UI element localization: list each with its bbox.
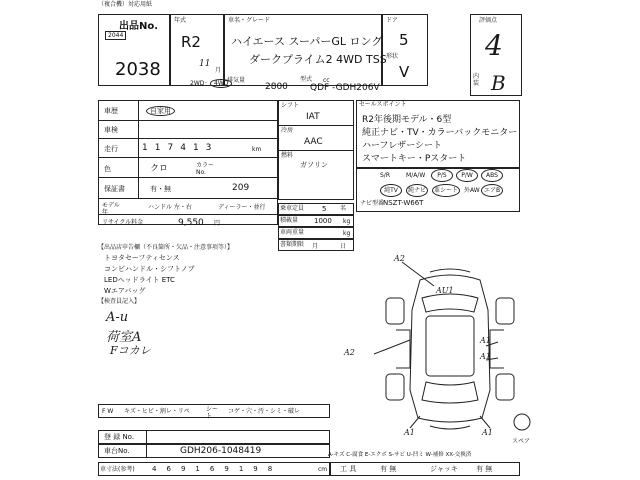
grade-label: 評価点 xyxy=(479,17,498,24)
displacement: 2800 xyxy=(265,82,288,92)
color-no-value: 209 xyxy=(232,183,250,193)
lot-box xyxy=(98,14,170,86)
size-label: 車寸法(参考) xyxy=(100,466,135,473)
chassis-label: 車台No. xyxy=(104,447,130,455)
selling-point-4: スマートキー・Pスタート xyxy=(362,154,467,164)
damage-legend: A-キズ C-腐食 E-エクボ S-サビ U-凹ミ W-補修 XX-交換済 xyxy=(328,452,472,458)
mark-a1-bottom-left: A1 xyxy=(404,428,415,437)
history-label: 車歴 xyxy=(104,107,118,115)
inspector-header: 【検査員記入】 xyxy=(98,298,141,305)
reg-unit: 月 xyxy=(312,243,319,250)
interior-label: 内装 xyxy=(473,73,480,87)
reg-label: 書類期限 xyxy=(280,241,305,248)
fuel-value: ガソリン xyxy=(300,161,328,169)
mark-a2-top: A2 xyxy=(394,254,405,263)
inspection-label: 車検 xyxy=(104,126,118,134)
inspector-note-2: 荷室A xyxy=(106,330,142,345)
mark-a2-left: A2 xyxy=(344,348,355,357)
recycle-value: 9,550 xyxy=(178,218,204,228)
inspector-note-3: Fコカレ xyxy=(110,344,151,357)
history-value: 自家用 xyxy=(146,106,175,116)
shift-label: シフト xyxy=(281,102,300,109)
weight-unit: kg xyxy=(343,230,351,237)
equip-ps: P/S xyxy=(431,169,453,182)
grade-value: 4 xyxy=(485,29,503,62)
weight-label: 車両重量 xyxy=(280,229,305,236)
load-unit: kg xyxy=(343,218,351,225)
car-name-line1: ハイエース スーパーGL ロング xyxy=(231,35,383,48)
inspector-note-1: A-u xyxy=(106,310,129,325)
mark-a1-right-2: A1 xyxy=(480,352,491,361)
displacement-label: 排気量 xyxy=(227,77,246,84)
equip-tv: 純TV xyxy=(380,184,402,197)
equip-airbag: エアB xyxy=(481,184,503,197)
doors-label: ドア xyxy=(386,17,398,24)
seat-text: コゲ・穴・汚・シミ・破レ xyxy=(228,408,301,415)
car-name-label: 車名・グレード xyxy=(228,17,271,24)
year-month-unit: 月 xyxy=(215,67,222,74)
spare-label: スペア xyxy=(512,438,531,445)
steering-label: ハンドル 左・右 xyxy=(148,204,192,211)
drive-2wd: 2WD xyxy=(190,80,205,87)
dealer-label: ディーラー・並行 xyxy=(218,204,266,211)
capacity-label: 乗車定員 xyxy=(280,205,305,212)
load-value: 1000 xyxy=(314,217,332,225)
equip-leather: 革シート xyxy=(432,184,460,197)
car-diagram xyxy=(350,250,550,440)
navi-value: NSZT-W66T xyxy=(383,199,424,207)
registration-label: 登 録 No. xyxy=(104,433,135,441)
note-4: Wエアバッグ xyxy=(104,287,146,295)
note-1: トヨタセーフティセンス xyxy=(104,254,180,262)
doors-box xyxy=(382,14,428,86)
reg-day: 日 xyxy=(340,243,347,250)
notes-header: 【出品店申告欄（不良箇所・欠品・注意事項等）】 xyxy=(98,244,234,251)
equip-abs: ABS xyxy=(481,169,503,182)
equip-navi: 純ナビ xyxy=(406,184,428,197)
equip-sr: S/R xyxy=(380,172,390,179)
selling-point-2: 純正ナビ・TV・カラーバックモニター xyxy=(362,128,518,138)
warranty-value: 有・無 xyxy=(150,185,171,193)
tools-value: 有 無 xyxy=(380,465,397,473)
equip-pw: P/W xyxy=(456,169,478,182)
size-unit: cm xyxy=(318,466,328,473)
lot-sub: 2044 xyxy=(105,31,126,40)
fuel-label: 燃料 xyxy=(281,152,294,159)
note-2: コンビハンドル・シフトノブ xyxy=(104,265,195,273)
drive-4wd: 4WD xyxy=(210,79,232,88)
model-code: QDF -GDH206V xyxy=(310,83,380,93)
note-3: LEDヘッドライト ETC xyxy=(104,276,175,284)
size-digits: 469169198 xyxy=(152,465,283,473)
mark-au1: AU1 xyxy=(436,286,454,295)
lot-label: 出品No. xyxy=(119,21,159,32)
selling-point-1: R2年後期モデル・6型 xyxy=(362,115,452,125)
selling-point-3: ハーフレザーシート xyxy=(362,141,443,151)
mileage-label: 走行 xyxy=(104,145,118,153)
color-label: 色 xyxy=(104,165,111,173)
mark-a1-right-1: A1 xyxy=(480,336,491,345)
recycle-yen: 円 xyxy=(214,220,221,227)
jack-value: 有 無 xyxy=(476,465,493,473)
capacity-unit: 名 xyxy=(340,205,347,212)
chassis-value: GDH206-1048419 xyxy=(180,446,262,456)
grade-box xyxy=(470,14,522,96)
jack-label: ジャッキ xyxy=(430,465,458,473)
equip-maw: M/A/W xyxy=(406,172,426,179)
model-year-label: モデル年 xyxy=(102,202,120,216)
equip-aw: 外AW xyxy=(464,187,480,194)
car-name-line2: ダークプライム2 4WD TSS xyxy=(249,53,387,66)
fw-text: キズ・ヒビ・割レ・リペ xyxy=(124,408,190,415)
fw-label: F W xyxy=(102,408,114,415)
year-box xyxy=(170,14,224,86)
mark-a1-bottom-right: A1 xyxy=(482,428,493,437)
sheet-heading: （複合機）対応用紙 xyxy=(98,1,153,8)
interior-value: B xyxy=(491,71,506,95)
recycle-label: リサイクル料金 xyxy=(102,219,144,226)
year-month: 11 xyxy=(199,59,211,69)
year-value: R2 xyxy=(181,33,201,51)
color-value: クロ xyxy=(150,164,169,174)
doors-value: 5 xyxy=(399,31,409,49)
mileage-unit: km xyxy=(252,146,262,153)
seat-label: シート xyxy=(206,406,219,420)
shift-value: IAT xyxy=(306,112,320,122)
lot-number: 2038 xyxy=(115,59,161,80)
color-no-label: カラーNo. xyxy=(196,162,215,176)
type-label: 型式 xyxy=(300,76,313,83)
selling-points-label: セールスポイント xyxy=(359,101,407,108)
shape-value: V xyxy=(399,63,410,81)
navi-label: ナビ型番 xyxy=(360,200,385,207)
mileage-digits: 117413 xyxy=(142,143,219,153)
tools-label: 工 具 xyxy=(340,465,357,473)
cc-unit: cc xyxy=(323,77,330,84)
year-label: 年式 xyxy=(174,17,187,24)
load-label: 積載量 xyxy=(280,217,299,224)
ac-label: 冷房 xyxy=(281,127,294,134)
warranty-label: 保証書 xyxy=(104,185,125,193)
shape-label: 形状 xyxy=(386,53,399,60)
ac-value: AAC xyxy=(304,137,323,147)
capacity-value: 5 xyxy=(322,205,327,213)
